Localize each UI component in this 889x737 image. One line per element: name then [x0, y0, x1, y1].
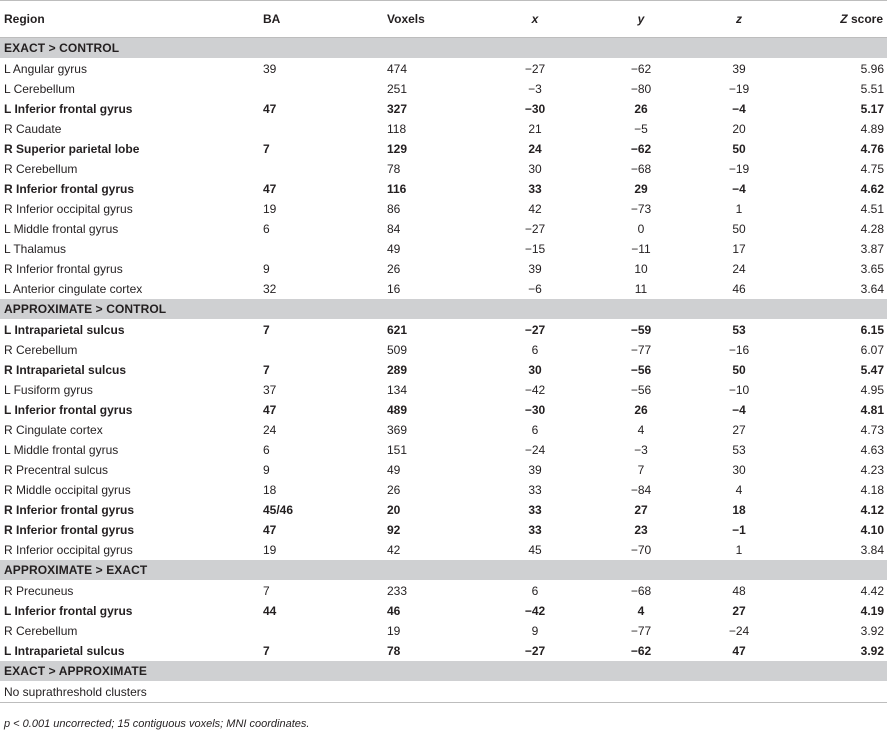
cell-voxels: 19: [387, 624, 401, 638]
cell-x: −27: [524, 62, 546, 76]
section-title: APPROXIMATE > CONTROL: [0, 299, 887, 320]
cell-z: 50: [732, 222, 746, 236]
cell-zscore: 5.96: [860, 62, 884, 76]
cell-ba: 32: [263, 282, 277, 296]
cell-y: −70: [630, 543, 652, 557]
section-header-row: [0, 38, 887, 59]
cell-x: 45: [528, 543, 542, 557]
cell-ba: [259, 119, 383, 139]
cell-ba: 37: [263, 383, 277, 397]
table-row: [0, 119, 887, 139]
cell-y: −59: [630, 323, 652, 337]
cell-region: L Intraparietal sulcus: [4, 323, 125, 337]
cell-region: R Inferior occipital gyrus: [4, 202, 133, 216]
cell-ba: [259, 621, 383, 641]
cell-zscore: 3.64: [860, 282, 884, 296]
table-row: [0, 400, 887, 420]
cell-ba: 6: [263, 222, 270, 236]
cell-zscore: 5.51: [860, 82, 884, 96]
cell-y: 4: [637, 604, 645, 618]
cell-x: −30: [524, 403, 546, 417]
table-row: [0, 500, 887, 520]
cell-region: L Middle frontal gyrus: [4, 222, 119, 236]
cell-y: 7: [637, 463, 645, 477]
cell-region: R Cerebellum: [4, 624, 78, 638]
cell-z: 1: [735, 543, 743, 557]
cell-z: −1: [732, 523, 746, 537]
cell-y: −80: [630, 82, 652, 96]
cell-zscore: 4.95: [860, 383, 884, 397]
cell-x: 21: [528, 122, 542, 136]
table-body: [0, 38, 887, 703]
cell-y: −62: [630, 62, 652, 76]
cell-y: −77: [630, 624, 652, 638]
table-row: [0, 320, 887, 341]
cell-region: R Inferior frontal gyrus: [4, 503, 135, 517]
cell-region: L Angular gyrus: [4, 62, 87, 76]
cell-x: −42: [524, 383, 546, 397]
header-region: Region: [0, 1, 259, 38]
cell-z: 4: [735, 483, 743, 497]
cell-ba: 6: [263, 443, 270, 457]
cell-voxels: 78: [387, 162, 401, 176]
cell-zscore: 3.84: [860, 543, 884, 557]
cell-z: −4: [732, 102, 746, 116]
cell-y: −77: [630, 343, 652, 357]
table-row: [0, 581, 887, 602]
table-row: [0, 139, 887, 159]
cell-ba: 7: [263, 323, 270, 337]
cell-voxels: 289: [387, 363, 408, 377]
cell-y: 26: [634, 102, 648, 116]
cell-voxels: 26: [387, 262, 401, 276]
cell-y: 26: [634, 403, 648, 417]
cell-voxels: 42: [387, 543, 401, 557]
cell-region: R Precentral sulcus: [4, 463, 109, 477]
cell-x: 6: [531, 423, 539, 437]
cell-voxels: 78: [387, 644, 401, 658]
cell-x: −42: [524, 604, 546, 618]
cell-region: R Intraparietal sulcus: [4, 363, 127, 377]
cell-ba: 47: [263, 182, 277, 196]
table-row: [0, 540, 887, 560]
table-row: [0, 420, 887, 440]
cell-region: R Cingulate cortex: [4, 423, 103, 437]
cell-zscore: 4.63: [860, 443, 884, 457]
cell-region: R Cerebellum: [4, 343, 78, 357]
cell-x: 9: [531, 624, 539, 638]
cell-z: 30: [732, 463, 746, 477]
cell-ba: 19: [263, 543, 277, 557]
cell-z: 27: [732, 423, 746, 437]
cell-ba: 47: [263, 403, 277, 417]
cell-zscore: 4.19: [860, 604, 884, 618]
table-row: [0, 641, 887, 661]
table-row: [0, 219, 887, 239]
table-row: [0, 621, 887, 641]
cell-z: 39: [732, 62, 746, 76]
cell-y: −3: [634, 443, 648, 457]
cell-z: 50: [732, 363, 746, 377]
cell-region: L Inferior frontal gyrus: [4, 604, 133, 618]
cell-x: −27: [524, 323, 546, 337]
cell-zscore: 4.76: [860, 142, 884, 156]
cell-x: −24: [524, 443, 546, 457]
cell-z: −19: [728, 162, 750, 176]
section-header-row: [0, 299, 887, 320]
cell-zscore: 4.62: [860, 182, 884, 196]
cell-ba: 7: [263, 363, 270, 377]
cell-x: −3: [528, 82, 542, 96]
header-ba: BA: [259, 1, 383, 38]
cell-z: −16: [728, 343, 750, 357]
cell-ba: 45/46: [263, 503, 294, 517]
cell-ba: 7: [263, 584, 270, 598]
cell-region: L Fusiform gyrus: [4, 383, 93, 397]
cell-y: −84: [630, 483, 652, 497]
section-note-row: [0, 682, 887, 703]
cell-zscore: 4.89: [860, 122, 884, 136]
cell-region: R Inferior occipital gyrus: [4, 543, 133, 557]
cell-voxels: 46: [387, 604, 401, 618]
cell-region: L Inferior frontal gyrus: [4, 403, 133, 417]
table-row: [0, 460, 887, 480]
table-row: [0, 159, 887, 179]
cell-zscore: 4.73: [860, 423, 884, 437]
cell-x: 6: [531, 584, 539, 598]
cell-zscore: 5.47: [860, 363, 884, 377]
cell-region: L Anterior cingulate cortex: [4, 282, 143, 296]
cell-zscore: 4.51: [860, 202, 884, 216]
cell-z: −19: [728, 82, 750, 96]
cell-voxels: 92: [387, 523, 401, 537]
cell-x: 42: [528, 202, 542, 216]
cell-x: −27: [524, 644, 546, 658]
cell-region: R Middle occipital gyrus: [4, 483, 131, 497]
cell-x: 33: [528, 503, 542, 517]
cell-y: −11: [631, 242, 651, 256]
cell-z: 20: [732, 122, 746, 136]
cell-ba: 44: [263, 604, 277, 618]
cell-x: −15: [524, 242, 546, 256]
cell-voxels: 49: [387, 463, 401, 477]
cell-ba: 7: [263, 142, 270, 156]
cell-region: R Inferior frontal gyrus: [4, 523, 135, 537]
header-y: y: [591, 1, 691, 38]
table-row: [0, 179, 887, 199]
cell-ba: [259, 239, 383, 259]
cell-ba: [259, 79, 383, 99]
cell-ba: 7: [263, 644, 270, 658]
cell-x: 30: [528, 363, 542, 377]
cell-z: −4: [732, 182, 746, 196]
cell-ba: 47: [263, 523, 277, 537]
cell-voxels: 118: [387, 122, 407, 136]
cell-region: L Inferior frontal gyrus: [4, 102, 133, 116]
cell-y: −56: [630, 383, 652, 397]
cell-voxels: 369: [387, 423, 408, 437]
cell-y: −62: [630, 644, 652, 658]
cell-voxels: 26: [387, 483, 401, 497]
table-row: [0, 79, 887, 99]
cell-zscore: 4.12: [860, 503, 884, 517]
cell-z: −4: [732, 403, 746, 417]
cell-x: 30: [528, 162, 542, 176]
cell-ba: 9: [263, 463, 270, 477]
cell-voxels: 509: [387, 343, 408, 357]
cell-ba: 47: [263, 102, 277, 116]
cell-zscore: 4.18: [860, 483, 884, 497]
cell-z: −24: [728, 624, 750, 638]
cell-z: −10: [728, 383, 750, 397]
section-header-row: [0, 661, 887, 682]
cell-x: 6: [531, 343, 539, 357]
cell-z: 46: [732, 282, 746, 296]
cell-x: 33: [528, 182, 542, 196]
cell-voxels: 474: [387, 62, 408, 76]
cell-y: 0: [637, 222, 645, 236]
cell-y: 4: [637, 423, 645, 437]
cell-z: 53: [732, 323, 746, 337]
cell-x: 39: [528, 463, 542, 477]
table-row: [0, 360, 887, 380]
table-row: [0, 239, 887, 259]
section-title: APPROXIMATE > EXACT: [0, 560, 887, 581]
cell-region: L Thalamus: [4, 242, 67, 256]
section-title: EXACT > CONTROL: [0, 38, 887, 59]
cell-voxels: 129: [387, 142, 408, 156]
cell-zscore: 4.81: [860, 403, 884, 417]
section-header-row: [0, 560, 887, 581]
cell-zscore: 4.23: [860, 463, 884, 477]
table-row: [0, 440, 887, 460]
table-row: [0, 340, 887, 360]
header-voxels: Voxels: [383, 1, 479, 38]
cell-x: 39: [528, 262, 542, 276]
header-zscore: Z score: [787, 1, 887, 38]
cell-z: 17: [732, 242, 746, 256]
section-title: EXACT > APPROXIMATE: [0, 661, 887, 682]
cell-zscore: 5.17: [860, 102, 884, 116]
table-row: [0, 380, 887, 400]
cell-region: R Superior parietal lobe: [4, 142, 140, 156]
cell-voxels: 84: [387, 222, 401, 236]
table-row: [0, 480, 887, 500]
cell-z: 24: [732, 262, 746, 276]
cell-voxels: 251: [387, 82, 408, 96]
table-header-row: [0, 1, 887, 38]
table-row: [0, 279, 887, 299]
cell-x: 33: [528, 523, 542, 537]
cell-y: 10: [634, 262, 648, 276]
cell-z: 47: [732, 644, 746, 658]
header-x: x: [479, 1, 591, 38]
cell-voxels: 49: [387, 242, 401, 256]
cell-zscore: 3.92: [860, 624, 884, 638]
cell-y: 29: [634, 182, 648, 196]
cell-z: 1: [735, 202, 743, 216]
cell-y: −5: [634, 122, 648, 136]
cell-region: L Cerebellum: [4, 82, 75, 96]
cell-y: −62: [630, 142, 652, 156]
cell-y: 27: [634, 503, 648, 517]
cell-y: 11: [634, 282, 648, 296]
header-z: z: [691, 1, 787, 38]
table-row: [0, 199, 887, 219]
table-row: [0, 520, 887, 540]
cell-region: R Cerebellum: [4, 162, 78, 176]
cell-zscore: 3.87: [860, 242, 884, 256]
cell-region: R Inferior frontal gyrus: [4, 262, 123, 276]
cell-zscore: 4.10: [860, 523, 884, 537]
cell-y: −68: [630, 162, 652, 176]
table-row: [0, 99, 887, 119]
cell-y: 23: [634, 523, 648, 537]
table-row: [0, 259, 887, 279]
cell-x: −6: [528, 282, 542, 296]
cell-zscore: 6.07: [860, 343, 884, 357]
cell-voxels: 20: [387, 503, 401, 517]
cell-zscore: 6.15: [860, 323, 884, 337]
cell-region: R Caudate: [4, 122, 62, 136]
table-row: [0, 601, 887, 621]
cell-voxels: 116: [387, 182, 407, 196]
cell-y: −68: [630, 584, 652, 598]
cell-zscore: 4.42: [860, 584, 884, 598]
cell-zscore: 4.75: [860, 162, 884, 176]
cell-region: R Precuneus: [4, 584, 74, 598]
cell-voxels: 327: [387, 102, 408, 116]
table-footnote: p < 0.001 uncorrected; 15 contiguous voxels; MNI coordinates.: [4, 718, 310, 730]
cell-y: −73: [630, 202, 652, 216]
cell-ba: 39: [263, 62, 277, 76]
cell-zscore: 3.65: [860, 262, 884, 276]
cell-z: 53: [732, 443, 746, 457]
cell-ba: 24: [263, 423, 277, 437]
cell-voxels: 151: [387, 443, 408, 457]
cell-ba: 19: [263, 202, 277, 216]
cell-zscore: 3.92: [860, 644, 884, 658]
cell-x: −30: [524, 102, 546, 116]
cell-ba: [259, 340, 383, 360]
table-row: [0, 59, 887, 80]
cell-ba: 18: [263, 483, 277, 497]
cell-z: 48: [732, 584, 746, 598]
cell-ba: 9: [263, 262, 270, 276]
cell-y: −56: [630, 363, 652, 377]
cell-x: 24: [528, 142, 542, 156]
cell-zscore: 4.28: [860, 222, 884, 236]
cell-voxels: 16: [387, 282, 401, 296]
cell-voxels: 489: [387, 403, 408, 417]
cell-voxels: 86: [387, 202, 401, 216]
cell-region: R Inferior frontal gyrus: [4, 182, 135, 196]
cell-x: −27: [524, 222, 546, 236]
cell-voxels: 621: [387, 323, 408, 337]
section-note: No suprathreshold clusters: [0, 682, 887, 703]
cell-x: 33: [528, 483, 542, 497]
cell-region: L Middle frontal gyrus: [4, 443, 119, 457]
cell-voxels: 134: [387, 383, 408, 397]
cell-voxels: 233: [387, 584, 408, 598]
cell-z: 18: [732, 503, 746, 517]
cell-region: L Intraparietal sulcus: [4, 644, 125, 658]
cell-ba: [259, 159, 383, 179]
cell-z: 50: [732, 142, 746, 156]
cell-z: 27: [732, 604, 746, 618]
